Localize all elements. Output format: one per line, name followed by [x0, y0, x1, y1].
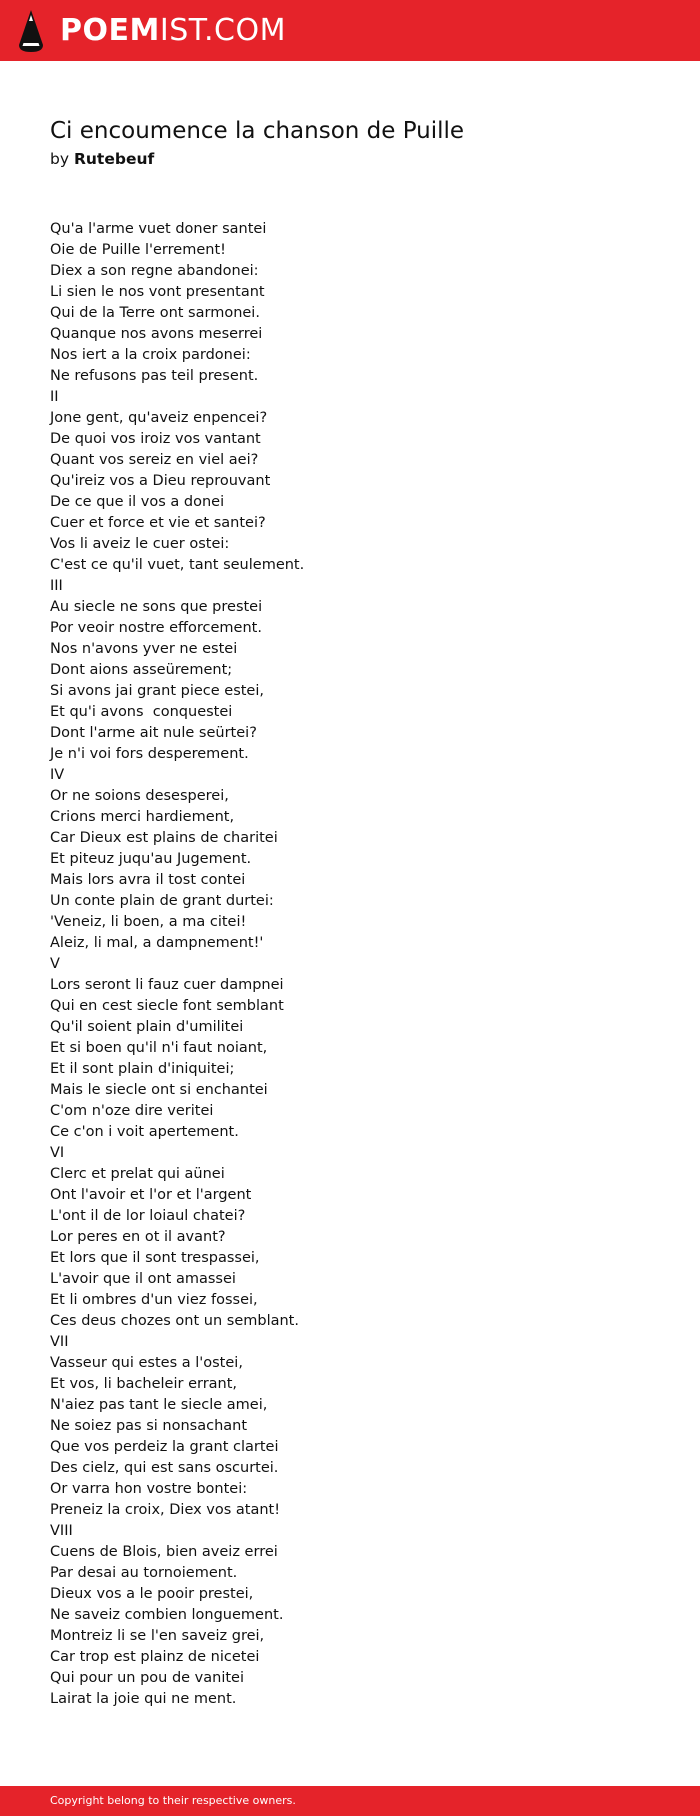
- poem-line: IV: [50, 767, 65, 783]
- poem-line: VII: [50, 1334, 69, 1350]
- poem-line: Nos iert a la croix pardonei:: [50, 347, 251, 363]
- poem-line: Montreiz li se l'en saveiz grei,: [50, 1628, 265, 1644]
- poem-line: VIII: [50, 1523, 73, 1539]
- poem-line: Ne saveiz combien longuement.: [50, 1607, 284, 1623]
- poem-line: L'avoir que il ont amassei: [50, 1271, 236, 1287]
- poem-line: L'ont il de lor loiaul chatei?: [50, 1208, 246, 1224]
- poem-line: Or ne soions desesperei,: [50, 788, 229, 804]
- poem-line: Mais lors avra il tost contei: [50, 872, 246, 888]
- poem-author[interactable]: Rutebeuf: [73, 150, 155, 168]
- poem-line: Jone gent, qu'aveiz enpencei?: [50, 410, 268, 426]
- poem-line: Mais le siecle ont si enchantei: [50, 1082, 268, 1098]
- poem-line: Ces deus chozes ont un semblant.: [50, 1313, 299, 1329]
- poem-line: Au siecle ne sons que prestei: [50, 599, 263, 615]
- logo-wordmark-light: IST.COM: [159, 13, 286, 48]
- logo-wordmark: [60, 9, 286, 53]
- poem-title: Ci encoumence la chanson de Puille: [50, 118, 465, 144]
- poem-byline: [50, 148, 154, 170]
- poem-line: Qu'a l'arme vuet doner santei: [50, 221, 267, 237]
- poem-line: Lors seront li fauz cuer dampnei: [50, 977, 284, 993]
- poem-line: Si avons jai grant piece estei,: [50, 683, 264, 699]
- poem-line: Cuer et force et vie et santei?: [50, 515, 266, 531]
- poem-line: Clerc et prelat qui aünei: [50, 1166, 225, 1182]
- poem-line: Vos li aveiz le cuer ostei:: [50, 536, 230, 552]
- poem-line: Que vos perdeiz la grant clartei: [50, 1439, 279, 1455]
- poem-line: Crions merci hardiement,: [50, 809, 235, 825]
- poem-line: Ne soiez pas si nonsachant: [50, 1418, 248, 1434]
- poem-line: N'aiez pas tant le siecle amei,: [50, 1397, 268, 1413]
- poem-line: Nos n'avons yver ne estei: [50, 641, 238, 657]
- poem-line: Diex a son regne abandonei:: [50, 263, 259, 279]
- poem-line: 'Veneiz, li boen, a ma citei!: [50, 914, 247, 930]
- poem-line: Dont l'arme ait nule seürtei?: [50, 725, 257, 741]
- poem-line: V: [50, 956, 60, 972]
- site-header: [0, 0, 700, 61]
- poem-line: De quoi vos iroiz vos vantant: [50, 431, 261, 447]
- poem-line: Por veoir nostre efforcement.: [50, 620, 262, 636]
- poem-line: Et qu'i avons conquestei: [50, 704, 233, 720]
- site-logo[interactable]: [18, 9, 286, 53]
- poem-line: Ont l'avoir et l'or et l'argent: [50, 1187, 252, 1203]
- poem-line: Dont aions asseürement;: [50, 662, 233, 678]
- poem-line: III: [50, 578, 63, 594]
- poem-line: Ne refusons pas teil present.: [50, 368, 259, 384]
- site-footer: [0, 1786, 700, 1816]
- poem-line: Et vos, li bacheleir errant,: [50, 1376, 238, 1392]
- poem-line: Cuens de Blois, bien aveiz errei: [50, 1544, 278, 1560]
- poem-line: II: [50, 389, 59, 405]
- poem-line: Oie de Puille l'errement!: [50, 242, 226, 258]
- poem-body: [50, 219, 650, 1710]
- poem-line: Qui en cest siecle font semblant: [50, 998, 284, 1014]
- poem-line: Quant vos sereiz en viel aei?: [50, 452, 259, 468]
- poem-line: Quanque nos avons meserrei: [50, 326, 263, 342]
- footer-copyright: Copyright belong to their respective owners.: [50, 1794, 296, 1807]
- poem-line: C'om n'oze dire veritei: [50, 1103, 214, 1119]
- poem-line: Lairat la joie qui ne ment.: [50, 1691, 237, 1707]
- poem-line: Car Dieux est plains de charitei: [50, 830, 278, 846]
- poem-line: Et il sont plain d'iniquitei;: [50, 1061, 235, 1077]
- poem-line: Je n'i voi fors desperement.: [50, 746, 249, 762]
- poem-line: Or varra hon vostre bontei:: [50, 1481, 248, 1497]
- poem-line: Dieux vos a le pooir prestei,: [50, 1586, 254, 1602]
- logo-wordmark-bold: POEM: [60, 13, 160, 48]
- poem-line: Qui pour un pou de vanitei: [50, 1670, 244, 1686]
- poem-line: Par desai au tornoiement.: [50, 1565, 238, 1581]
- poem-line: Et lors que il sont trespassei,: [50, 1250, 260, 1266]
- poem-line: Ce c'on i voit apertement.: [50, 1124, 239, 1140]
- poem-line: De ce que il vos a donei: [50, 494, 225, 510]
- poem-line: Et li ombres d'un viez fossei,: [50, 1292, 258, 1308]
- poem-line: Preneiz la croix, Diex vos atant!: [50, 1502, 281, 1518]
- poem-line: Vasseur qui estes a l'ostei,: [50, 1355, 243, 1371]
- poem-line: VI: [50, 1145, 65, 1161]
- poem-line: C'est ce qu'il vuet, tant seulement.: [50, 557, 305, 573]
- poem-line: Un conte plain de grant durtei:: [50, 893, 274, 909]
- poem-line: Lor peres en ot il avant?: [50, 1229, 226, 1245]
- poem-line: Qu'il soient plain d'umilitei: [50, 1019, 244, 1035]
- poem-line: Qui de la Terre ont sarmonei.: [50, 305, 260, 321]
- poem-line: Car trop est plainz de nicetei: [50, 1649, 260, 1665]
- poem-line: Li sien le nos vont presentant: [50, 284, 265, 300]
- poem-line: Des cielz, qui est sans oscurtei.: [50, 1460, 279, 1476]
- poem-line: Qu'ireiz vos a Dieu reprouvant: [50, 473, 271, 489]
- poem-line: Aleiz, li mal, a dampnement!': [50, 935, 264, 951]
- poem-line: Et si boen qu'il n'i faut noiant,: [50, 1040, 268, 1056]
- poem-line: Et piteuz juqu'au Jugement.: [50, 851, 252, 867]
- pencil-tip-icon: [18, 9, 44, 53]
- byline-prefix: by: [50, 150, 70, 168]
